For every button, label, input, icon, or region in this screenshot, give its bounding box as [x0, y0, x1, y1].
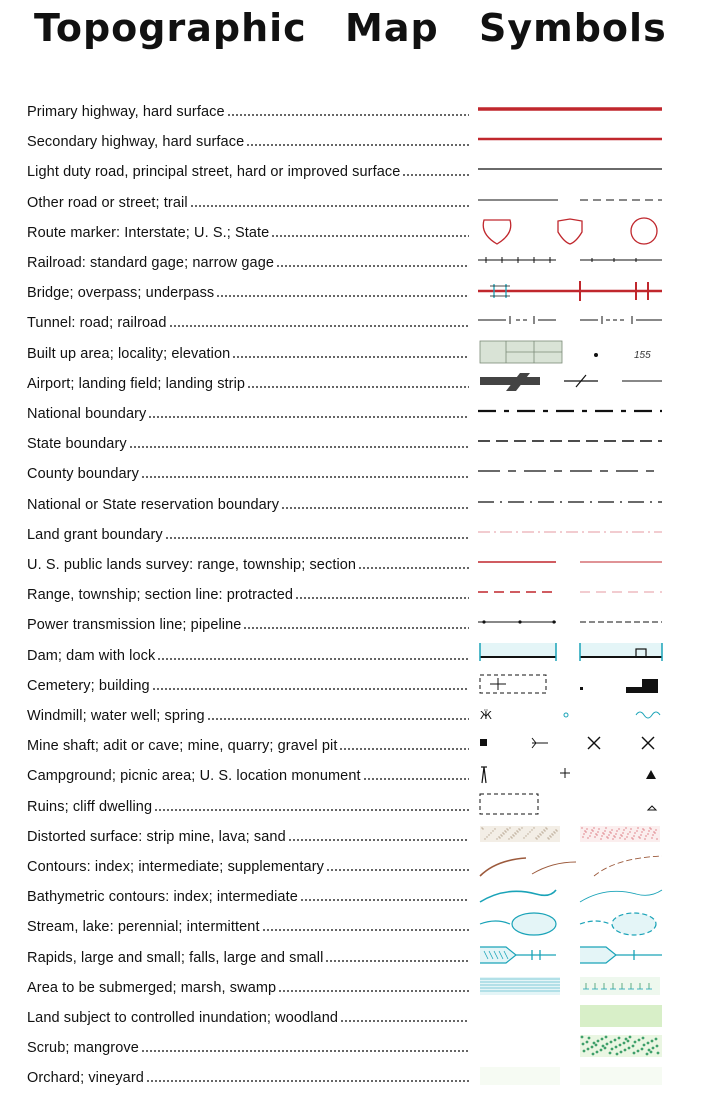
legend-label: [27, 704, 469, 724]
leader-dots: [295, 597, 469, 599]
leader-dots: [300, 899, 469, 901]
page-title: [0, 6, 709, 62]
leader-dots: [246, 144, 469, 146]
leader-dots: [190, 205, 469, 207]
title-word-map: Map: [345, 6, 439, 50]
legend-label: [27, 342, 469, 362]
legend-label-text: Cemetery; building: [27, 677, 150, 694]
legend-label-text: State boundary: [27, 436, 127, 453]
legend-label-text: Light duty road, principal street, hard or improved surface: [27, 164, 401, 181]
legend-label: [27, 825, 469, 845]
legend-label: [27, 915, 469, 935]
leader-dots: [340, 1020, 469, 1022]
legend-row-public-lands-survey: [0, 548, 709, 578]
land-grant-boundary-symbol: [476, 518, 666, 548]
legend-row-railroad: [0, 246, 709, 276]
leader-dots: [358, 567, 469, 569]
legend-label-text: National or State reservation boundary: [27, 496, 280, 513]
contours-symbol: [476, 850, 666, 880]
legend-label-text: Other road or street; trail: [27, 194, 188, 211]
legend-label-text: Power transmission line; pipeline: [27, 617, 242, 634]
bridge-overpass-underpass-symbol: [476, 276, 666, 306]
legend-label: [27, 764, 469, 784]
leader-dots: [207, 718, 469, 720]
legend-label-text: Railroad: standard gage; narrow gage: [27, 255, 275, 271]
legend-label-text: Distorted surface: strip mine, lava; sand: [27, 828, 286, 845]
legend-row-cemetery-building: [0, 669, 709, 699]
leader-dots: [247, 386, 469, 388]
windmill-well-spring-symbol: [476, 699, 666, 729]
legend-row-mine-symbols: [0, 729, 709, 759]
legend-row-inundation-woodland: [0, 1001, 709, 1031]
legend-label-text: Land subject to controlled inundation; woodland: [27, 1010, 339, 1026]
legend-row-national-boundary: [0, 397, 709, 427]
legend-label-text: Bathymetric contours: index; intermediate: [27, 889, 298, 906]
reservation-boundary-symbol: [476, 488, 666, 518]
legend-label: [27, 372, 469, 392]
power-line-pipeline-symbol: [476, 608, 666, 638]
legend-label-text: Campground; picnic area; U. S. location monument: [27, 768, 361, 785]
inundation-woodland-symbol: [476, 1001, 666, 1031]
legend-label: [27, 311, 469, 331]
leader-dots: [276, 265, 469, 267]
legend-row-ruins: [0, 790, 709, 820]
dam-symbol: [476, 639, 666, 669]
stream-lake-symbol: [476, 910, 666, 940]
leader-dots: [216, 295, 469, 297]
legend-label: [27, 1006, 469, 1026]
mine-symbols-symbol: [476, 729, 666, 759]
legend-label-text: Built up area; locality; elevation: [27, 345, 231, 362]
legend-label-text: Route marker: Interstate; U. S.; State: [27, 224, 270, 241]
leader-dots: [288, 839, 469, 841]
leader-dots: [402, 174, 469, 176]
legend-row-state-boundary: [0, 427, 709, 457]
legend-row-other-road-trail: [0, 186, 709, 216]
legend-row-submerged-marsh: [0, 971, 709, 1001]
legend-row-protracted-lines: [0, 578, 709, 608]
light-duty-road-symbol: [476, 155, 666, 185]
legend-label: [27, 160, 469, 180]
legend-label-text: Tunnel: road; railroad: [27, 315, 167, 332]
legend-row-bridge-overpass-underpass: [0, 276, 709, 306]
legend-row-airport: [0, 367, 709, 397]
legend-row-county-boundary: [0, 457, 709, 487]
legend-label-text: Orchard; vineyard: [27, 1070, 144, 1087]
legend-row-light-duty-road: [0, 155, 709, 185]
legend-label-text: Rapids, large and small; falls, large and small: [27, 949, 324, 966]
legend-row-windmill-well-spring: [0, 699, 709, 729]
submerged-marsh-symbol: [476, 971, 666, 1001]
leader-dots: [148, 416, 469, 418]
legend-label-text: Ruins; cliff dwelling: [27, 798, 153, 815]
legend-row-scrub-mangrove: [0, 1031, 709, 1061]
legend-label: [27, 613, 469, 633]
legend-row-land-grant-boundary: [0, 518, 709, 548]
route-markers-symbol: [476, 216, 666, 246]
legend-label: [27, 795, 469, 815]
legend-label-text: Stream, lake: perennial; intermittent: [27, 919, 260, 936]
rapids-falls-symbol: [476, 941, 666, 971]
legend-label: [27, 1036, 469, 1056]
title-word-symbols: Symbols: [479, 6, 667, 50]
legend-row-power-line-pipeline: [0, 608, 709, 638]
leader-dots: [165, 537, 469, 539]
primary-highway-symbol: [476, 95, 666, 125]
leader-dots: [169, 325, 470, 327]
legend-row-secondary-highway: [0, 125, 709, 155]
legend-label-text: Dam; dam with lock: [27, 647, 156, 664]
legend-row-stream-lake: [0, 910, 709, 940]
elevation-label: 155: [634, 349, 651, 361]
legend-label: [27, 251, 469, 271]
legend-label-text: Scrub; mangrove: [27, 1040, 139, 1057]
legend-label: [27, 885, 469, 905]
leader-dots: [262, 929, 469, 931]
legend-label-text: Area to be submerged; marsh, swamp: [27, 979, 277, 996]
legend-label: [27, 221, 469, 241]
public-lands-survey-symbol: [476, 548, 666, 578]
legend-label-text: County boundary: [27, 466, 139, 483]
leader-dots: [325, 960, 469, 962]
legend-label: [27, 644, 469, 664]
legend-label-text: Range, township; section line: protracted: [27, 587, 294, 604]
leader-dots: [243, 627, 469, 629]
campground-symbol: [476, 759, 666, 789]
legend-label: [27, 946, 469, 966]
leader-dots: [141, 1050, 469, 1052]
leader-dots: [363, 778, 469, 780]
orchard-vineyard-symbol: [476, 1061, 666, 1091]
leader-dots: [339, 748, 469, 750]
legend-row-campground: [0, 759, 709, 789]
tunnel-symbol: [476, 306, 666, 336]
legend-label: [27, 100, 469, 120]
legend-label-text: Contours: index; intermediate; supplementary: [27, 859, 324, 875]
legend-row-distorted-surface: [0, 820, 709, 850]
airport-symbol: [476, 367, 666, 397]
legend-row-rapids-falls: [0, 941, 709, 971]
svg-text:Ӝ: Ӝ: [480, 709, 492, 722]
legend-label: [27, 281, 469, 301]
legend-label: [27, 191, 469, 211]
cemetery-building-symbol: [476, 669, 666, 699]
other-road-trail-symbol: [476, 186, 666, 216]
legend-row-contours: [0, 850, 709, 880]
leader-dots: [157, 658, 469, 660]
leader-dots: [129, 446, 469, 448]
leader-dots: [146, 1080, 469, 1082]
legend-label: [27, 462, 469, 482]
legend-row-dam: [0, 639, 709, 669]
legend-label: [27, 976, 469, 996]
scrub-mangrove-symbol: [476, 1031, 666, 1061]
legend-row-bathymetric-contours: [0, 880, 709, 910]
legend-label-text: Windmill; water well; spring: [27, 708, 205, 724]
legend-label: [27, 523, 469, 543]
protracted-lines-symbol: [476, 578, 666, 608]
legend-label: [27, 402, 469, 422]
leader-dots: [326, 869, 469, 871]
legend-label-text: Bridge; overpass; underpass: [27, 285, 215, 302]
legend-row-tunnel: [0, 306, 709, 336]
built-up-area-symbol: [476, 337, 666, 367]
legend-label: [27, 130, 469, 150]
legend-label-text: U. S. public lands survey: range, township; section: [27, 557, 357, 573]
legend-label-text: Primary highway, hard surface: [27, 104, 225, 120]
leader-dots: [227, 114, 469, 116]
legend-label-text: Airport; landing field; landing strip: [27, 375, 246, 392]
leader-dots: [278, 990, 469, 992]
legend-label: [27, 674, 469, 694]
legend-label: [27, 493, 469, 513]
railroad-symbol: [476, 246, 666, 276]
legend-label: [27, 855, 469, 875]
leader-dots: [152, 688, 469, 690]
legend-label: [27, 1066, 469, 1086]
leader-dots: [141, 476, 469, 478]
legend-label: [27, 553, 469, 573]
legend-label-text: Land grant boundary: [27, 526, 163, 543]
legend-row-primary-highway: [0, 95, 709, 125]
legend-row-reservation-boundary: [0, 488, 709, 518]
state-boundary-symbol: [476, 427, 666, 457]
national-boundary-symbol: [476, 397, 666, 427]
legend-label-text: Secondary highway, hard surface: [27, 134, 245, 151]
distorted-surface-symbol: [476, 820, 666, 850]
legend-row-route-markers: [0, 216, 709, 246]
legend-label-text: National boundary: [27, 406, 147, 422]
legend-label: [27, 583, 469, 603]
title-word-topographic: Topographic: [34, 6, 307, 50]
leader-dots: [271, 235, 469, 237]
legend-row-orchard-vineyard: [0, 1061, 709, 1091]
leader-dots: [232, 356, 469, 358]
bathymetric-contours-symbol: [476, 880, 666, 910]
legend-label-text: Mine shaft; adit or cave; mine, quarry; gravel pit: [27, 738, 338, 755]
county-boundary-symbol: [476, 457, 666, 487]
secondary-highway-symbol: [476, 125, 666, 155]
ruins-symbol: [476, 790, 666, 820]
legend-label: [27, 432, 469, 452]
legend-label: [27, 734, 469, 754]
legend-row-built-up-area: [0, 337, 709, 367]
leader-dots: [154, 809, 469, 811]
leader-dots: [281, 507, 469, 509]
